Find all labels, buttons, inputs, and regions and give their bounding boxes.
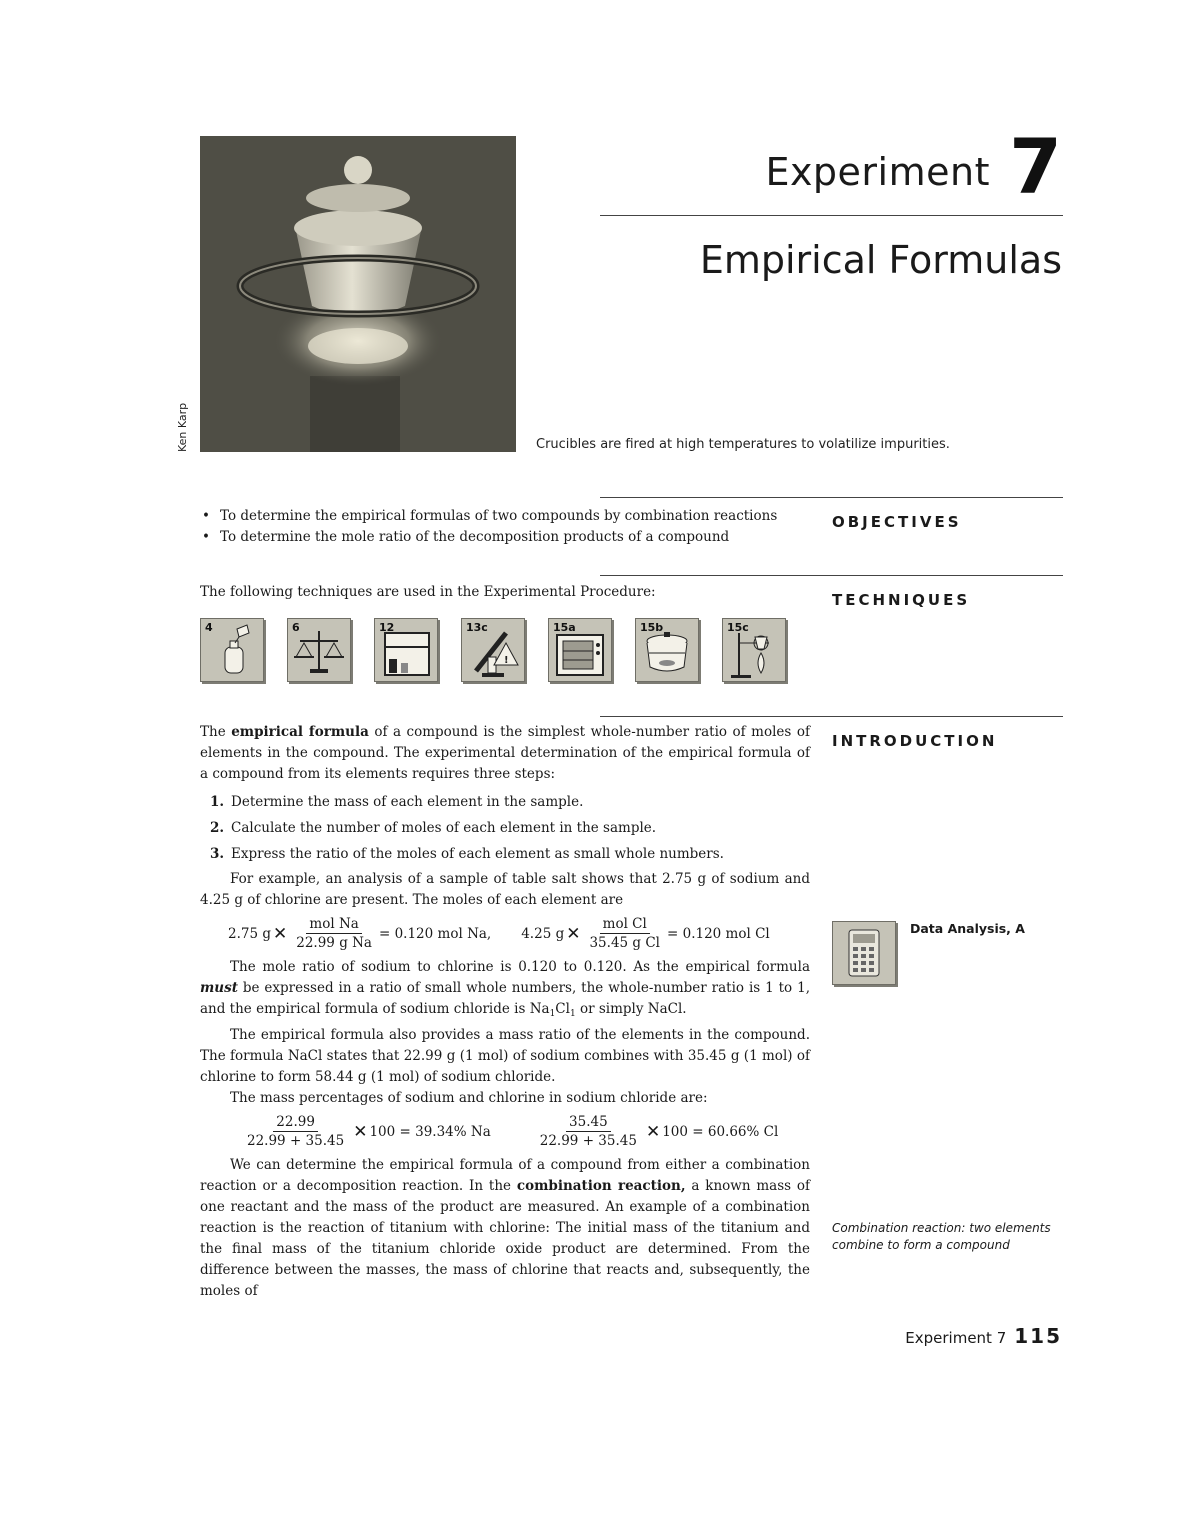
objective-item: • To determine the mole ratio of the decomposition products of a compound [200, 527, 810, 548]
intro-paragraph-4: The empirical formula also provides a mass ratio of the elements in the compound. The formula NaCl states that 22.99 g (1 mol) of sodium combines with 35.45 g (1 mol) of chlorine to form 58.44 g (1 mol) of sodium chloride. [200, 1027, 810, 1085]
objectives-divider [600, 497, 1063, 498]
svg-text:!: ! [504, 655, 509, 666]
intro-paragraph-3: The mole ratio of sodium to chlorine is 0.120 to 0.120. As the empirical formula must be expressed in a ratio of small whole numbers, the whole-number ratio is 1 to 1, and the empirical formula of sodium chloride is $Na_1Cl_1$ or simply NaCl. [200, 959, 810, 1019]
techniques-heading: TECHNIQUES [832, 591, 971, 609]
techniques-icon-row [200, 618, 786, 682]
objectives-list [200, 506, 810, 548]
introduction-heading: INTRODUCTION [832, 732, 998, 750]
experiment-number: 7 [1009, 122, 1062, 211]
objective-item: • To determine the empirical formulas of two compounds by combination reactions [200, 506, 810, 527]
step-item: 1. Determine the mass of each element in the sample. [210, 794, 584, 810]
intro-paragraph-1: The empirical formula of a compound is the simplest whole-number ratio of moles of elements in the compound. The experimental determination of the empirical formula of a compound from its elements requires three steps: [200, 724, 810, 782]
data-analysis-label: Data Analysis, A [910, 921, 1025, 936]
objectives-heading: OBJECTIVES [832, 513, 962, 531]
introduction-divider [600, 716, 1063, 717]
calculator-icon [832, 921, 896, 985]
intro-paragraph-5: The mass percentages of sodium and chlorine in sodium chloride are: [230, 1090, 708, 1106]
page-number: 115 [1014, 1324, 1062, 1348]
step-item: 3. Express the ratio of the moles of each element as small whole numbers. [210, 846, 724, 862]
technique-15b-desiccator-icon: 15b [635, 618, 699, 682]
techniques-intro: The following techniques are used in the Experimental Procedure: [200, 584, 656, 600]
technique-6-balance-icon: 6 [287, 618, 351, 682]
margin-note: Combination reaction: two elements combine to form a compound [832, 1221, 1051, 1252]
mass-percent-equation: $\frac{22.99}{22.99 + 35.45}$ ✕ 100 = 39.34% Na $\frac{35.45}{22.99 + 35.45}$ ✕ 100 = 60.66% Cl [247, 1114, 779, 1149]
footer-label: Experiment 7 [905, 1329, 1007, 1347]
technique-15c-crucible-heating-icon: 15c [722, 618, 786, 682]
intro-paragraph-2: For example, an analysis of a sample of table salt shows that 2.75 g of sodium and 4.25 g of chlorine are present. The moles of each element are [200, 871, 810, 908]
techniques-divider [600, 575, 1063, 576]
step-item: 2. Calculate the number of moles of each element in the sample. [210, 820, 657, 836]
crucible-photo [200, 136, 516, 452]
technique-13c-bunsen-burner-icon: ! 13c [461, 618, 525, 682]
technique-15a-oven-icon: 15a [548, 618, 612, 682]
technique-4-reagent-bottle-icon: 4 [200, 618, 264, 682]
page-title: Empirical Formulas [699, 238, 1062, 282]
moles-equation: 2.75 g ✕ $\frac{\text{mol Na}}{\text{22.99 g Na}}$ = 0.120 mol Na, 4.25 g ✕ $\frac{\text{mol Cl}}{\text{35.45 g Cl}}$ = 0.120 mol Cl [228, 916, 770, 951]
title-divider [600, 215, 1063, 216]
experiment-label: Experiment [765, 150, 990, 194]
technique-12-desiccator-cabinet-icon: 12 [374, 618, 438, 682]
steps-list [200, 789, 810, 867]
photo-caption: Crucibles are fired at high temperatures to volatilize impurities. [536, 437, 950, 452]
photo-credit: Ken Karp [176, 402, 189, 452]
introduction-body [200, 722, 810, 1302]
page-footer [905, 1324, 1062, 1348]
intro-paragraph-6: We can determine the empirical formula of a compound from either a combination reaction or a decomposition reaction. In the combination reaction, a known mass of one reactant and the mass of the product are measured. An example of a combination reaction is the reaction of titanium with chlorine: The initial mass of the titanium and the final mass of the titanium chloride oxide product are determined. From the difference between the masses, the mass of chlorine that reacts and, subsequently, the moles of [200, 1157, 811, 1299]
